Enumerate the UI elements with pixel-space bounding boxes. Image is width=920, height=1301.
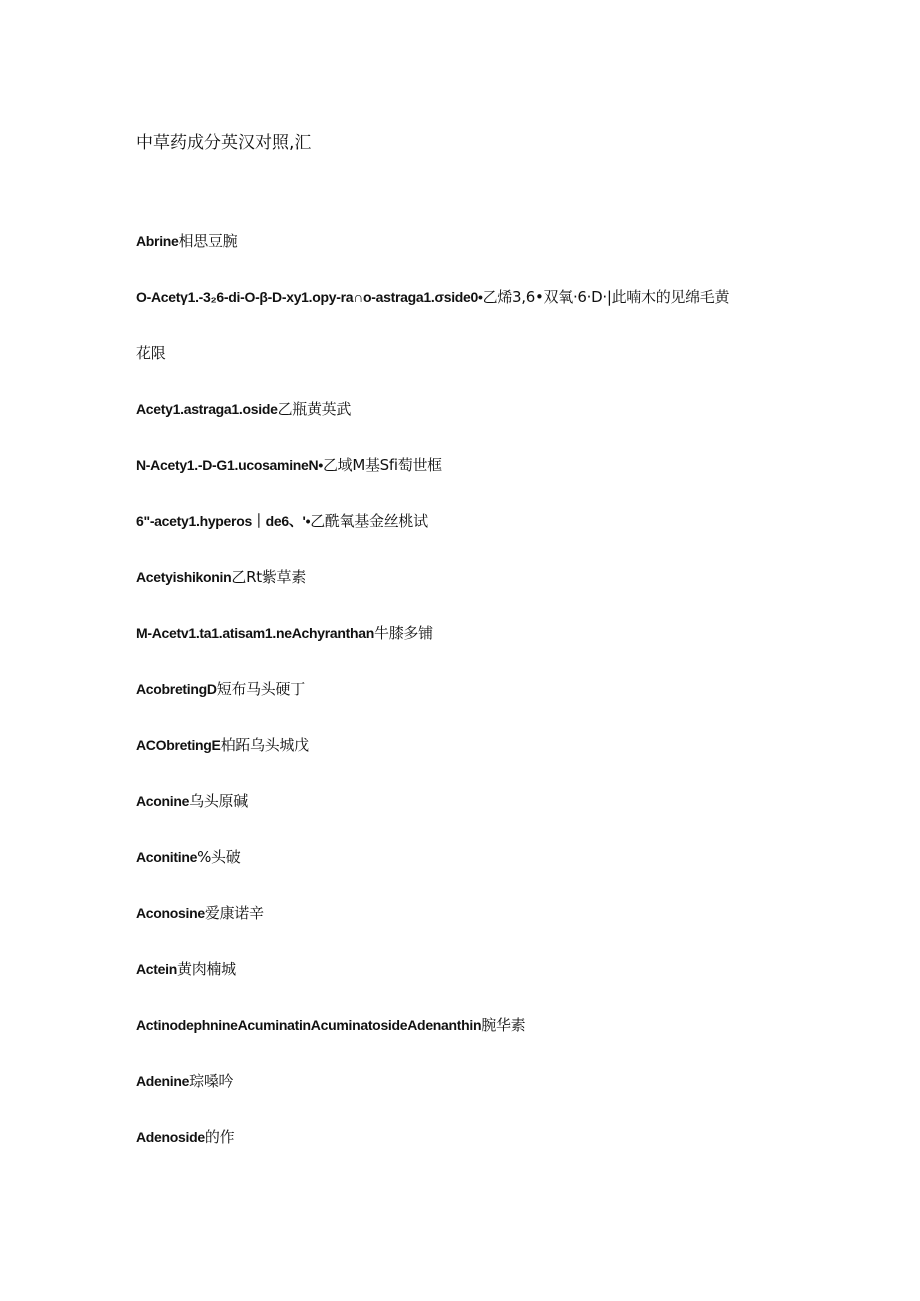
entry-english: Aconitine [136,849,198,865]
entry-acobreting-d [136,678,305,699]
entry-english: Actein [136,961,177,977]
entry-chinese: 柏跖乌头城戊 [220,736,309,754]
entry-english: Abrine [136,233,179,249]
entry-chinese: 乙瓶黄英武 [277,400,352,418]
entry-english: Aconosine [136,905,205,921]
entry-o-acetyl-astragaloside [136,286,729,307]
entry-english: N-Acety1.-D-G1.ucosamineN• [136,457,323,473]
entry-acetyltalatisamine [136,622,433,643]
entry-english: M-Acetv1.ta1.atisam1.neAchyranthan [136,625,374,641]
entry-chinese: 乙酰氧基金丝桃试 [310,512,428,530]
entry-acetylastragaloside [136,398,351,419]
entry-aconitine [136,846,240,867]
document-title: 中草药成分英汉对照,汇 [136,133,312,153]
entry-english: Acety1.astraga1.oside [136,401,278,417]
entry-chinese: 乌头原碱 [189,792,248,810]
entry-english: Adenoside [136,1129,205,1145]
entry-chinese: 的作 [204,1128,235,1146]
entry-continuation [136,342,165,363]
entry-chinese: 相思豆腕 [178,232,238,250]
entry-english: Acetyishikonin [136,569,232,585]
entry-english: ACObretingE [136,737,221,753]
entry-chinese: 黄肉楠城 [177,960,236,978]
entry-chinese: 爱康诺辛 [204,904,264,922]
entry-chinese: 花限 [136,344,166,362]
entry-english: Adenine [136,1073,190,1089]
entry-abrine [136,230,237,251]
entry-english: Aconine [136,793,190,809]
entry-english: 6"-acety1.hyperos｜de6、'• [136,513,311,529]
entry-adenine [136,1070,233,1091]
entry-chinese: 琮嗓吟 [189,1072,234,1090]
entry-chinese: 腕华素 [481,1016,526,1034]
entry-adenoside [136,1126,234,1147]
entry-chinese: 乙烯3,6•双氧·6·D·|此喃木的见绵毛黄 [482,288,730,306]
entry-acetyl-glucosamine [136,454,442,475]
entry-actein [136,958,236,979]
entry-acetylshikonin [136,566,306,587]
entry-acobreting-e [136,734,309,755]
entry-english: ActinodephnineAcuminatinAcuminatosideAdenanthin [136,1017,482,1033]
entry-chinese: 乙Rt紫草素 [231,568,306,586]
entry-aconine [136,790,248,811]
entry-chinese: 短布马头硬丁 [216,680,305,698]
entry-acetylhyperoside [136,510,428,531]
entry-chinese: 牛膝多铺 [374,624,433,642]
entry-chinese: 乙域M基Sfi萄世框 [322,456,442,474]
entry-adenanthin [136,1014,525,1035]
entry-chinese: %头破 [197,848,241,866]
entry-aconosine [136,902,264,923]
entry-english: AcobretingD [136,681,217,697]
entry-english: O-Acetγ1.-3₂6-di-O-β-D-xy1.opy-ra∩o-astraga1.σside0• [136,289,483,305]
